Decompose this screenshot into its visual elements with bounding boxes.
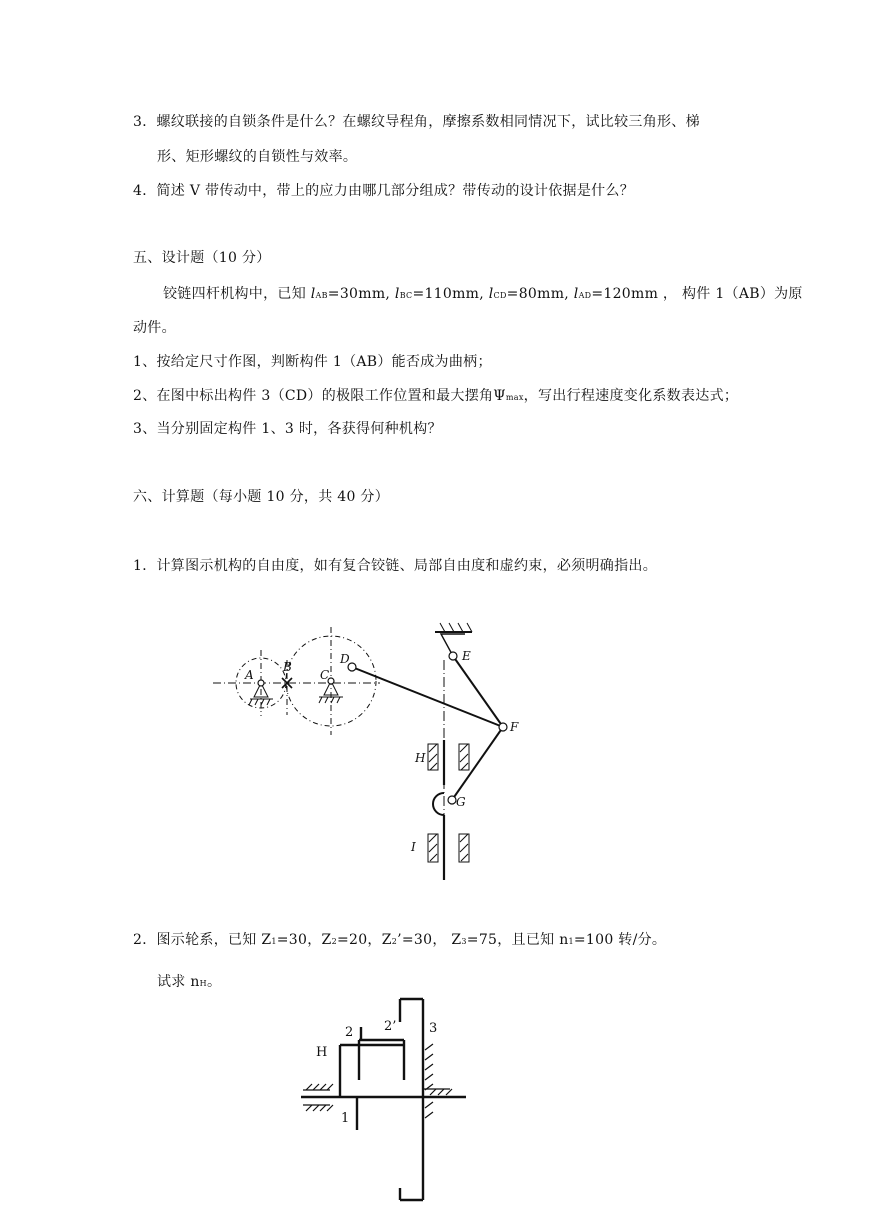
label-h: H <box>415 751 426 765</box>
z2-prime-value: ’=30， Z <box>397 932 462 948</box>
section-5-item-3: 3、当分别固定构件 1、3 时，各获得何种机构？ <box>133 421 442 437</box>
label-e: E <box>462 649 471 663</box>
l-ab-value: =30mm, <box>327 286 395 302</box>
question-4: 4．简述 V 带传动中，带上的应力由哪几部分组成？带传动的设计依据是什么？ <box>133 183 635 199</box>
section-5-item-1: 1、按给定尺寸作图，判断构件 1（AB）能否成为曲柄； <box>133 354 492 370</box>
l-ab-symbol: l <box>310 286 316 302</box>
item-2-text-b: ，写出行程速度变化系数表达式； <box>523 388 739 404</box>
n1-subscript: 1 <box>568 937 574 946</box>
l-bc-value: =110mm, <box>412 286 489 302</box>
section-6-item-2-ask <box>157 972 221 994</box>
gear-train-figure <box>295 990 470 1205</box>
label-2-prime: 2’ <box>384 1019 397 1034</box>
l-ab-subscript: AB <box>315 291 328 300</box>
question-3-line-2: 形、矩形螺纹的自锁性与效率。 <box>157 149 358 165</box>
section-6-item-2 <box>133 930 666 952</box>
label-h: H <box>316 1045 328 1060</box>
l-ad-subscript: AD <box>578 291 592 300</box>
l-bc-symbol: l <box>394 286 400 302</box>
nh-subscript: H <box>199 979 207 988</box>
ask-end: 。 <box>206 974 222 990</box>
section-5-heading: 五、设计题（10 分） <box>133 250 271 266</box>
section-5-intro-line-2: 动件。 <box>133 320 176 336</box>
label-2: 2 <box>345 1025 354 1040</box>
label-i: I <box>411 840 416 854</box>
label-c: C <box>320 668 330 682</box>
item-2-prefix: 2．图示轮系，已知 Z <box>133 932 272 948</box>
label-a: A <box>245 668 254 682</box>
section-6-item-1: 1．计算图示机构的自由度，如有复合铰链、局部自由度和虚约束，必须明确指出。 <box>133 558 658 574</box>
l-bc-subscript: BC <box>399 291 413 300</box>
z1-subscript: 1 <box>271 937 277 946</box>
mechanism-figure <box>200 615 540 890</box>
z2-prime-subscript: 2 <box>391 937 398 946</box>
section-6-heading: 六、计算题（每小题 10 分，共 40 分） <box>133 489 390 505</box>
section-5-intro-line-1 <box>163 284 803 306</box>
l-cd-subscript: CD <box>493 291 507 300</box>
n1-value: =100 转/分。 <box>573 932 667 948</box>
z3-value: =75，且已知 n <box>466 932 569 948</box>
l-ad-symbol: l <box>573 286 579 302</box>
label-1: 1 <box>341 1111 350 1126</box>
l-cd-symbol: l <box>488 286 494 302</box>
ask-text: 试求 n <box>157 974 200 990</box>
l-cd-value: =80mm, <box>506 286 574 302</box>
z3-subscript: 3 <box>461 937 467 946</box>
label-d: D <box>340 652 350 666</box>
section-5-item-2 <box>133 386 738 408</box>
z1-value: =30，Z <box>276 932 332 948</box>
label-f: F <box>510 720 519 734</box>
item-2-text-a: 2、在图中标出构件 3（CD）的极限工作位置和最大摆角Ψ <box>133 388 506 404</box>
question-3-line-1: 3．螺纹联接的自锁条件是什么？在螺纹导程角，摩擦系数相同情况下，试比较三角形、梯 <box>133 114 700 130</box>
l-ad-value: =120mm ， 构件 1（AB）为原 <box>591 286 803 302</box>
psi-max-subscript: max <box>505 393 524 402</box>
z2-subscript: 2 <box>331 937 337 946</box>
label-g: G <box>456 795 466 809</box>
intro-text: 铰链四杆机构中，已知 <box>163 286 311 302</box>
z2-value: =20，Z <box>336 932 392 948</box>
label-3: 3 <box>429 1021 438 1036</box>
label-b: B <box>283 660 292 674</box>
